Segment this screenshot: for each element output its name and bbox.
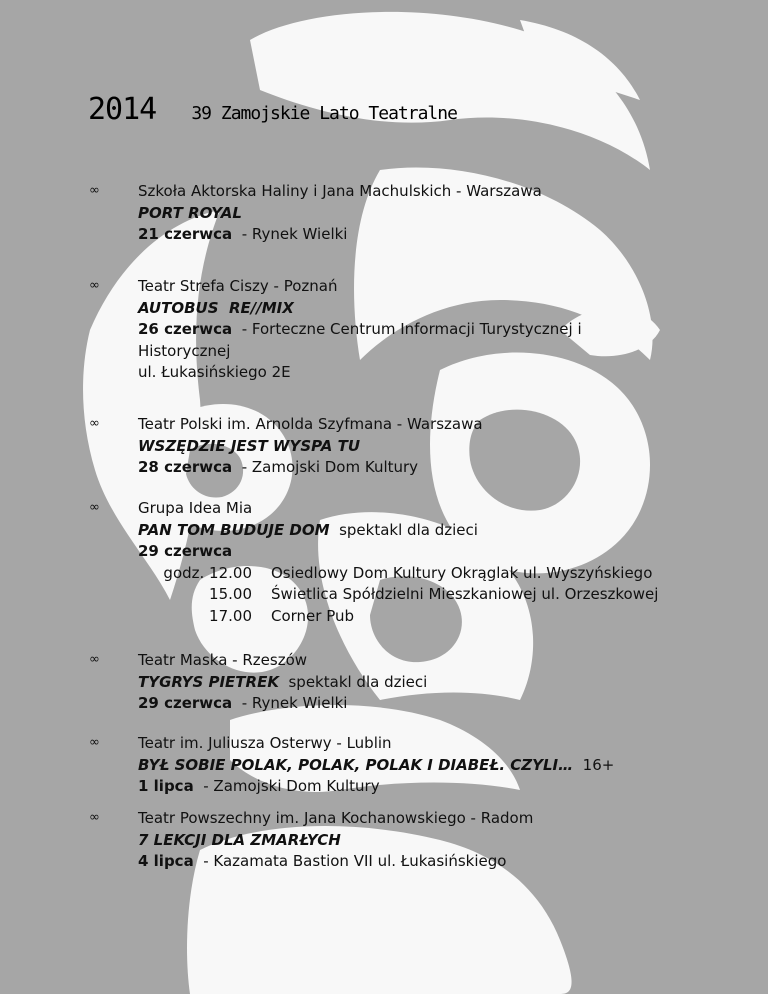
page-header: [88, 92, 457, 127]
event-organizer: Teatr Polski im. Arnolda Szyfmana - Warszawa: [138, 415, 483, 433]
event-venue: - Zamojski Dom Kultury: [232, 458, 419, 476]
event-venue: - Kazamata Bastion VII ul. Łukasińskiego: [193, 852, 507, 870]
schedule-place: Osiedlowy Dom Kultury Okrąglak ul. Wyszyńskiego: [271, 563, 653, 582]
event-title: PAN TOM BUDUJE DOM: [138, 520, 330, 539]
infinity-bullet-icon: ∞: [89, 500, 100, 515]
infinity-bullet-icon: ∞: [89, 183, 100, 198]
event-organizer: Teatr Strefa Ciszy - Poznań: [138, 277, 338, 295]
event-venue-line-2: Historycznej: [138, 341, 231, 360]
infinity-bullet-icon: ∞: [89, 735, 100, 750]
event-organizer: Teatr Powszechny im. Jana Kochanowskiego - Radom: [138, 809, 534, 827]
event-venue: - Forteczne Centrum Informacji Turystycznej i: [232, 320, 582, 338]
event-venue: - Rynek Wielki: [232, 225, 348, 243]
schedule-time: 17.00: [209, 606, 252, 625]
event-date: 29 czerwca: [138, 542, 233, 560]
schedule-place: Corner Pub: [271, 606, 355, 625]
event-note: 16+: [573, 755, 615, 774]
schedule-row: [138, 584, 658, 606]
event-date: 29 czerwca: [138, 694, 233, 712]
event-note: spektakl dla dzieci: [278, 672, 428, 691]
festival-title: 39 Zamojskie Lato Teatralne: [191, 103, 457, 124]
event-date: 26 czerwca: [138, 320, 233, 338]
event-title: 7 LEKCJI DLA ZMARŁYCH: [138, 830, 341, 849]
year-heading: 2014: [88, 92, 157, 127]
event-date: 21 czerwca: [138, 225, 233, 243]
event-organizer: Teatr Maska - Rzeszów: [138, 651, 308, 669]
event-date: 28 czerwca: [138, 458, 233, 476]
event-date: 1 lipca: [138, 777, 194, 795]
schedule-place: Świetlica Spółdzielni Mieszkaniowej ul. Orzeszkowej: [271, 585, 659, 603]
event-note: spektakl dla dzieci: [329, 520, 478, 539]
schedule-time: 15.00: [209, 585, 252, 603]
event-venue: - Rynek Wielki: [232, 694, 348, 712]
event-title: TYGRYS PIETREK: [138, 672, 279, 691]
infinity-bullet-icon: ∞: [89, 416, 100, 431]
event-date: 4 lipca: [138, 852, 194, 870]
schedule-row: [138, 606, 658, 628]
infinity-bullet-icon: ∞: [89, 278, 100, 293]
event-organizer: Szkoła Aktorska Haliny i Jana Machulskich - Warszawa: [138, 182, 542, 200]
event-organizer: Teatr im. Juliusza Osterwy - Lublin: [138, 734, 392, 752]
schedule-time: godz. 12.00: [163, 563, 252, 582]
event-venue: - Zamojski Dom Kultury: [193, 777, 380, 795]
infinity-bullet-icon: ∞: [89, 810, 100, 825]
event-venue-line-3: ul. Łukasińskiego 2E: [138, 363, 291, 381]
event-title: PORT ROYAL: [138, 203, 242, 222]
event-title: WSZĘDZIE JEST WYSPA TU: [138, 436, 361, 455]
schedule-row: [138, 563, 658, 585]
event-title: BYŁ SOBIE POLAK, POLAK, POLAK I DIABEŁ. CZYLI…: [138, 755, 574, 774]
event-title: AUTOBUS RE//MIX: [138, 298, 294, 317]
infinity-bullet-icon: ∞: [89, 652, 100, 667]
event-organizer: Grupa Idea Mia: [138, 499, 253, 517]
